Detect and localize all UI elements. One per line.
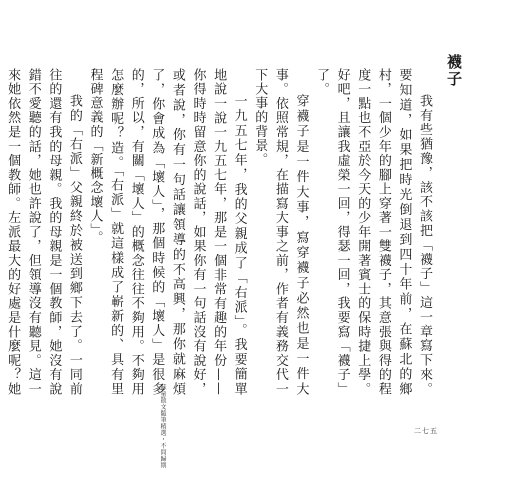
paragraph: 穿襪子是一件大事，寫穿襪子必然也是一件大事。依照常規，在描寫大事之前，作者有義務交代一下大事的背景。 [252,68,309,396]
paragraph: 我的「右派」父親終於被送到鄉下去了。一同前往的還有我的母親。我的母親是一個教師，她沒有說錯不愛聽的話，她也許說了，但領導沒有聽見。這一來她依然是一個教師。左派最大的好處是什麼呢？她 [5,68,82,396]
paragraph: 我有些猶豫，該不該把「襪子」這一章寫下來。要知道，如果把時光倒退到四十年前，在蘇北的鄉村，一個少年的腳上穿著一雙襪子，其意張與得的程度一點也不亞於今天的少年開著賓士的保時捷上學。好吧，且讓我虛榮一回，得瑟一回，我要寫「襪子」了。 [314,68,432,396]
paragraph: 一九五七年，我的父親成了「右派」。我要簡單地說一說一九五七年，那是一個非常有趣的年份——你得時時留意你的說話，如果你有一句話沒有說好，或者說，你有一句話讓領導的不高興，那你就麻煩了，你會成為「壞人」，那個時候的「壞人」是很多的，所以，有關「壞人」的概念往往不夠用。不夠用怎麼辦呢？造。「右派」就這樣成了嶄新的、具有里程碑意義的「新概念壞人」。 [87,68,247,396]
body-text [5,68,434,396]
page-title: 襪子 [445,54,463,88]
page-number: 二七五 [414,427,438,435]
footer-note: 蘇童散文隨筆精選・不問歸期 [159,384,166,469]
